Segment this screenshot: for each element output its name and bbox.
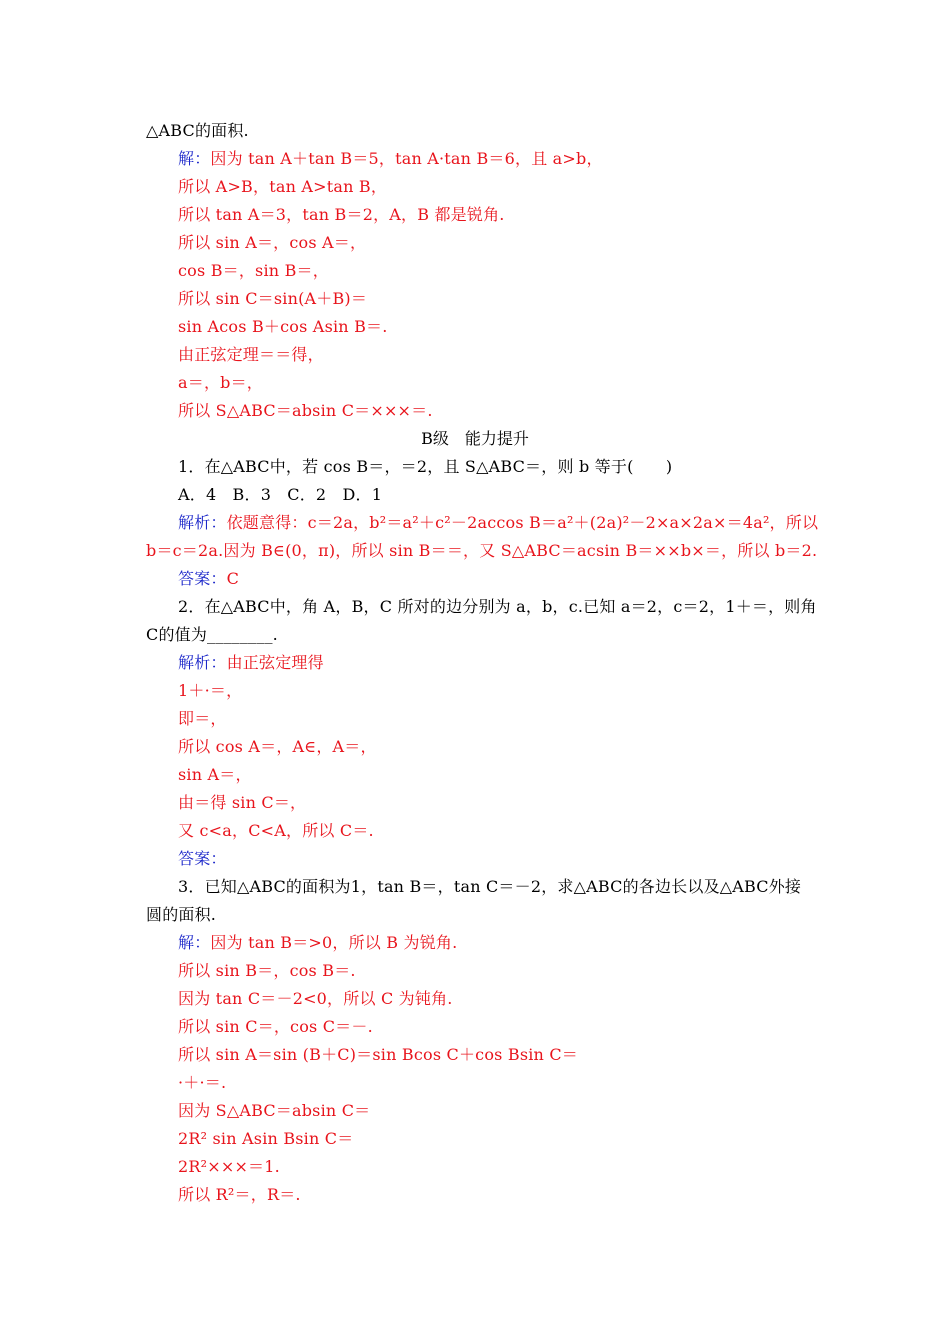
analysis-label: 解析：: [178, 653, 227, 672]
text-line: 又 c<a，C<A，所以 C＝.: [178, 821, 374, 840]
text-line: a＝，b＝，: [178, 373, 263, 392]
text-line: 即＝，: [178, 709, 227, 728]
text-line: 2R² sin Asin Bsin C＝: [178, 1129, 354, 1148]
problem-1-options: A．4 B．3 C．2 D．1: [178, 485, 383, 504]
text-line: 2R²×××＝1.: [178, 1157, 280, 1176]
text-line: 所以 sin B＝，cos B＝.: [178, 961, 356, 980]
solution-line: [178, 933, 457, 953]
problem-2-cont: C的值为________.: [146, 625, 278, 644]
problem-1: 1．在△ABC中，若 cos B＝，＝2，且 S△ABC＝，则 b 等于( ): [178, 457, 673, 476]
answer-line: [178, 849, 227, 869]
text-line: sin A＝，: [178, 765, 252, 784]
text-line: 因为 S△ABC＝absin C＝: [178, 1101, 371, 1120]
text-line: 1＋·＝，: [178, 681, 243, 700]
text-line: 所以 cos A＝，A∈，A＝，: [178, 737, 377, 756]
solution-line: [178, 149, 603, 169]
problem-3-cont: 圆的面积.: [146, 905, 217, 924]
analysis-label: 解析：: [178, 513, 227, 532]
answer-label: 答案：: [178, 569, 227, 588]
answer-value: C: [226, 569, 240, 588]
text-line: [146, 121, 249, 141]
problem-3: 3．已知△ABC的面积为1，tan B＝，tan C＝－2，求△ABC的各边长以及△ABC外接: [178, 877, 802, 896]
text-line: 所以 tan A＝3，tan B＝2，A，B 都是锐角.: [178, 205, 505, 224]
answer-label: 答案：: [178, 849, 227, 868]
text-span: 因为 tan A＋tan B＝5，tan A·tan B＝6，且 a>b，: [210, 149, 603, 168]
text-line: 所以 sin C＝sin(A＋B)＝: [178, 289, 368, 308]
text-line: b＝c＝2a.因为 B∈(0，π)，所以 sin B＝＝，又 S△ABC＝acsin B＝××b×＝，所以 b＝2.: [146, 541, 818, 560]
text-line: 所以 S△ABC＝absin C＝×××＝.: [178, 401, 433, 420]
answer-line: [178, 569, 239, 589]
text-span: 由正弦定理得: [226, 653, 324, 672]
solution-label: 解：: [178, 149, 211, 168]
analysis-line: [178, 513, 818, 533]
problem-2: 2．在△ABC中，角 A，B，C 所对的边分别为 a，b，c.已知 a＝2，c＝2，1＋＝，则角: [178, 597, 817, 616]
solution-label: 解：: [178, 933, 211, 952]
text-line: ·＋·＝.: [178, 1073, 227, 1092]
text-line: 因为 tan C＝－2<0，所以 C 为钝角.: [178, 989, 453, 1008]
text-span: △ABC的面积.: [146, 121, 249, 140]
text-line: 所以 sin A＝，cos A＝，: [178, 233, 367, 252]
text-span: 因为 tan B＝>0，所以 B 为锐角.: [210, 933, 458, 952]
text-line: 所以 sin A＝sin (B＋C)＝sin Bcos C＋cos Bsin C＝: [178, 1045, 578, 1064]
analysis-line: [178, 653, 324, 673]
section-heading: B级 能力提升: [421, 429, 529, 448]
text-line: 由正弦定理＝＝得，: [178, 345, 324, 364]
text-line: 所以 A>B，tan A>tan B，: [178, 177, 388, 196]
text-line: sin Acos B＋cos Asin B＝.: [178, 317, 388, 336]
text-span: 依题意得：c＝2a，b²＝a²＋c²－2accos B＝a²＋(2a)²－2×a×2a×＝4a²，所以: [226, 513, 819, 532]
text-line: 所以 R²＝，R＝.: [178, 1185, 301, 1204]
text-line: cos B＝，sin B＝，: [178, 261, 329, 280]
text-line: 由＝得 sin C＝，: [178, 793, 307, 812]
text-line: 所以 sin C＝，cos C＝－.: [178, 1017, 373, 1036]
